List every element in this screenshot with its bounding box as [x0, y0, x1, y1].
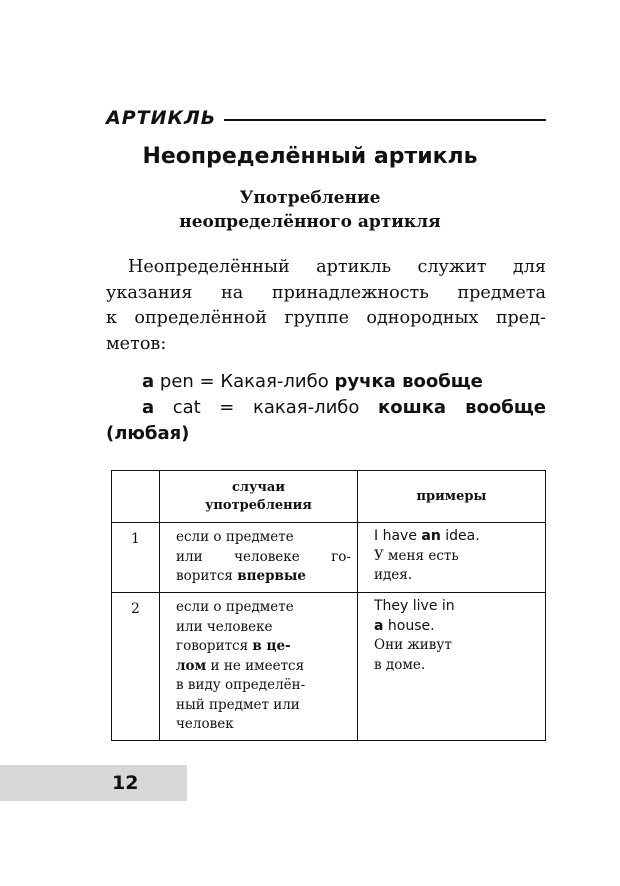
case-cell	[160, 593, 358, 741]
example-text: Какая-либо	[220, 371, 329, 392]
case-line: или человеке	[176, 618, 273, 635]
subtitle-line-2: неопределённого артикля	[179, 212, 441, 232]
paragraph-line: к определённой группе однородных пред-	[106, 308, 546, 328]
example-article: a	[142, 397, 155, 418]
example-en-text: house.	[383, 617, 435, 634]
case-line	[176, 637, 351, 657]
example-word: cat	[172, 397, 201, 418]
section-divider	[224, 119, 546, 121]
case-line: если о предмете	[176, 529, 294, 545]
examples-block	[106, 369, 546, 447]
example-line-3	[106, 421, 546, 447]
header-num	[112, 471, 160, 523]
example-en: They live in	[374, 598, 455, 614]
case-line	[176, 657, 351, 677]
case-text: ворится	[176, 568, 238, 584]
case-bold: лом	[176, 657, 207, 674]
example-en-text: I have	[374, 528, 422, 544]
case-cell	[160, 523, 358, 593]
example-line-1	[106, 369, 546, 395]
subtitle	[0, 186, 620, 234]
row-number: 2	[112, 593, 160, 741]
header-examples: примеры	[358, 471, 546, 523]
table-header-row	[112, 471, 546, 523]
case-bold: в це-	[252, 638, 291, 654]
example-en	[374, 617, 539, 637]
example-line-2	[106, 395, 546, 421]
case-line: если о предмете	[176, 599, 294, 615]
example-article: a	[142, 371, 155, 392]
header-cases-line: употребления	[205, 497, 312, 513]
example-en-article: a	[374, 617, 384, 634]
example-equals: =	[219, 397, 235, 418]
header-cases	[160, 471, 358, 523]
page-number: 12	[112, 772, 139, 794]
example-ru: У меня есть	[374, 547, 459, 564]
section-label: АРТИКЛЬ	[106, 107, 217, 129]
example-cell	[358, 523, 546, 593]
row-number: 1	[112, 523, 160, 593]
paragraph-line: Неопределённый артикль служит для	[128, 257, 546, 277]
example-en-article: an	[421, 528, 441, 544]
usage-table	[111, 470, 546, 741]
example-en	[374, 527, 539, 547]
case-text: говорится	[176, 638, 253, 654]
example-en-text: idea.	[440, 528, 480, 544]
example-ru: Они живут	[374, 637, 452, 653]
example-text: какая-либо	[252, 397, 360, 418]
page-title: Неопределённый артикль	[142, 144, 478, 169]
case-line: человек	[176, 716, 234, 732]
case-line: ный предмет или	[176, 696, 300, 713]
page-number-box	[0, 765, 187, 801]
table-row	[112, 593, 546, 741]
case-text: и не имеется	[206, 657, 305, 674]
case-line: в виду определён-	[176, 677, 306, 693]
example-equals: =	[199, 371, 215, 392]
paragraph-line: метов:	[106, 333, 167, 354]
case-line	[176, 567, 351, 587]
subtitle-line-1: Употребление	[239, 188, 381, 208]
example-continuation: (любая)	[106, 423, 190, 444]
table-row	[112, 523, 546, 593]
case-bold: впервые	[237, 568, 307, 584]
example-word: pen	[159, 371, 194, 392]
example-ru: идея.	[374, 567, 413, 583]
example-bold: кошка вообще	[378, 397, 546, 418]
example-ru: в доме.	[374, 656, 426, 673]
example-bold: ручка вообще	[334, 371, 483, 392]
example-cell	[358, 593, 546, 741]
case-line: или человеке го-	[176, 548, 351, 565]
header-cases-line: случаи	[232, 479, 285, 495]
intro-paragraph	[106, 255, 546, 357]
section-header	[106, 101, 546, 135]
paragraph-line: указания на принадлежность предмета	[106, 282, 546, 303]
